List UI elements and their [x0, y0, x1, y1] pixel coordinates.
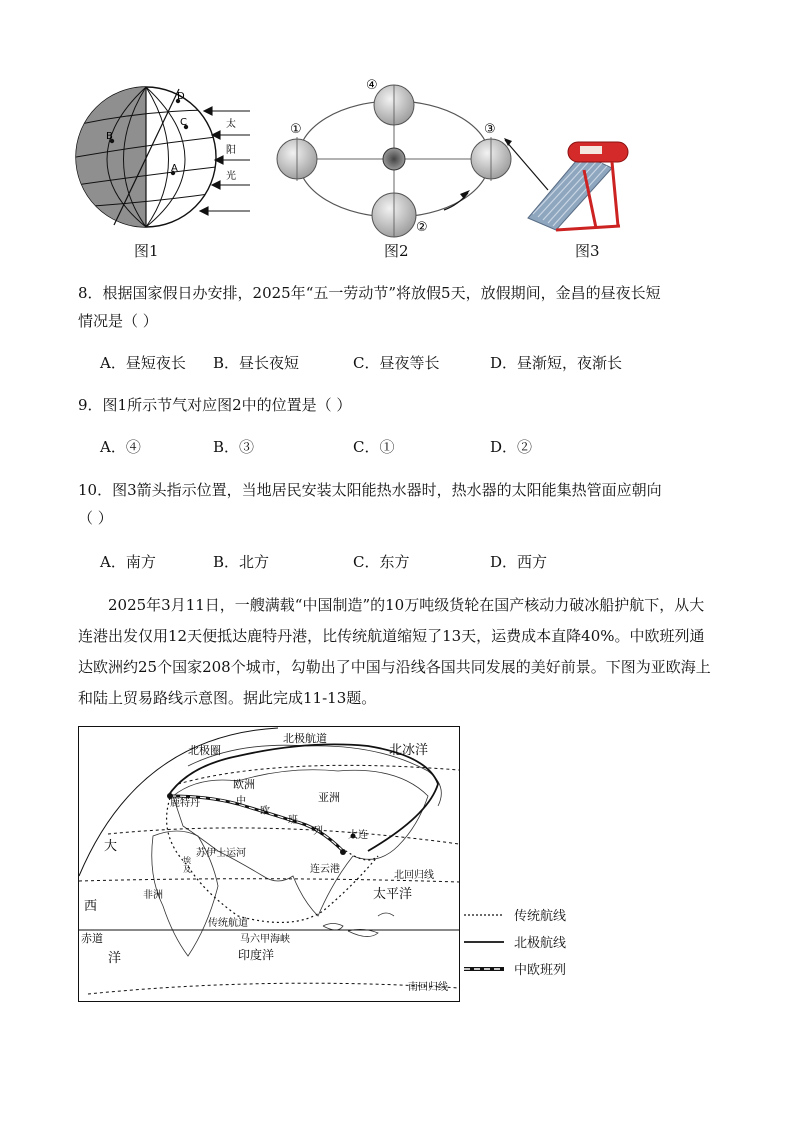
fig1-point-d: D — [177, 91, 185, 102]
fig1-point-a: A — [171, 163, 178, 174]
map-tropic-capricorn: 南回归线 — [408, 982, 448, 993]
legend-rail-label: 中欧班列 — [514, 963, 567, 978]
map-asia: 亚洲 — [318, 791, 340, 804]
map-rail-char-1: 中 — [236, 796, 246, 807]
map-atlantic-2: 西 — [84, 899, 98, 914]
legend-rail-swatch — [462, 964, 506, 974]
map-rail-char-2: 欧 — [260, 806, 270, 817]
figure-2-caption: 图2 — [384, 242, 409, 260]
q8-option-a[interactable]: A．昼短夜长 — [100, 354, 186, 372]
map-traditional-route: 传统航道 — [208, 918, 248, 929]
question-10-text: 图3箭头指示位置，当地居民安装太阳能热水器时，热水器的太阳能集热管面应朝向 — [112, 481, 662, 499]
question-9-number: 9． — [78, 396, 103, 414]
q8-option-c[interactable]: C．昼夜等长 — [353, 354, 440, 372]
q9-option-a[interactable]: A．④ — [100, 438, 141, 456]
map-svg — [78, 726, 460, 1002]
map-africa: 非洲 — [143, 890, 163, 901]
figure-2-orbit — [266, 75, 520, 245]
question-8-text: 根据国家假日办安排，2025年“五一劳动节”将放假5天，放假期间，金昌的昼夜长短 — [102, 284, 661, 302]
map-indian-ocean: 印度洋 — [238, 948, 275, 962]
q9-option-c[interactable]: C．① — [353, 438, 395, 456]
legend-rail — [462, 959, 566, 978]
map-dalian: 大连 — [348, 830, 368, 841]
fig1-sun-2: 阳 — [226, 145, 236, 156]
q8-option-d[interactable]: D．昼渐短，夜渐长 — [490, 354, 623, 372]
trade-route-map — [78, 726, 460, 1002]
question-8-number: 8． — [78, 284, 103, 302]
map-atlantic-1: 大 — [104, 839, 118, 854]
question-10-line2: （ ） — [78, 509, 113, 527]
q10-option-c[interactable]: C．东方 — [353, 553, 410, 571]
fig1-point-b: B — [106, 131, 113, 142]
legend-traditional — [462, 905, 566, 924]
legend-traditional-label: 传统航线 — [514, 909, 567, 924]
q10-option-d[interactable]: D．西方 — [490, 553, 548, 571]
map-tropic-cancer: 北回归线 — [394, 870, 434, 881]
legend-arctic-swatch — [462, 937, 506, 947]
q8-option-b[interactable]: B．昼长夜短 — [213, 354, 300, 372]
map-rail-char-3: 班 — [288, 815, 298, 826]
map-rail-char-4: 列 — [313, 826, 323, 837]
map-pacific: 太平洋 — [373, 887, 413, 902]
fig1-point-c: C — [180, 117, 187, 128]
figure-2 — [266, 75, 520, 245]
map-malacca: 马六甲海峡 — [240, 934, 290, 945]
figure-1-caption: 图1 — [134, 242, 159, 260]
map-rotterdam: 鹿特丹 — [170, 798, 200, 809]
map-atlantic-3: 洋 — [108, 951, 122, 966]
question-9 — [78, 394, 728, 416]
question-9-text: 图1所示节气对应图2中的位置是（ ） — [102, 396, 352, 414]
map-arctic-ocean: 北冰洋 — [389, 743, 429, 758]
map-europe: 欧洲 — [233, 778, 255, 791]
legend-arctic — [462, 932, 566, 951]
question-8-line2: 情况是（ ） — [78, 312, 158, 330]
question-10 — [78, 479, 728, 501]
figure-3-solar-heater — [500, 130, 640, 240]
fig2-position-3: ③ — [484, 122, 496, 137]
q9-option-d[interactable]: D．② — [490, 438, 533, 456]
legend-arctic-label: 北极航线 — [514, 936, 567, 951]
q9-option-b[interactable]: B．③ — [213, 438, 255, 456]
question-8 — [78, 282, 728, 304]
fig2-position-1: ① — [290, 122, 302, 137]
map-lianyungang: 连云港 — [310, 864, 340, 875]
figure-3-caption: 图3 — [575, 242, 600, 260]
fig2-position-4: ④ — [366, 78, 378, 93]
map-arctic-route: 北极航道 — [283, 732, 327, 745]
passage: 2025年3月11日，一艘满载“中国制造”的10万吨级货轮在国产核动力破冰船护航下，从大连港出发仅用12天便抵达鹿特丹港，比传统航道缩短了13天，运费成本直降40%。中欧班列通达欧洲约25个国家208个城市，勾勒出了中国与沿线各国共同发展的美好前景。下图为亚欧海上和陆上贸易路线示意图。据此完成11-13题。 — [78, 596, 711, 707]
fig1-sun-3: 光 — [226, 171, 236, 182]
legend-traditional-swatch — [462, 910, 506, 920]
fig2-position-2: ② — [416, 220, 428, 235]
figure-1 — [74, 75, 254, 245]
question-10-number: 10． — [78, 481, 113, 499]
map-red-sea-2: 及 — [183, 865, 191, 874]
map-arctic-circle: 北极圈 — [188, 744, 221, 757]
q10-option-b[interactable]: B．北方 — [213, 553, 270, 571]
figure-1-globe — [74, 75, 254, 245]
fig1-sun-1: 太 — [226, 119, 236, 130]
q10-option-a[interactable]: A．南方 — [100, 553, 156, 571]
map-legend — [462, 905, 582, 978]
figure-3 — [500, 130, 640, 240]
map-red-sea-1: 埃 — [183, 856, 191, 865]
map-suez: 苏伊士运河 — [196, 848, 246, 859]
map-equator: 赤道 — [81, 932, 103, 945]
